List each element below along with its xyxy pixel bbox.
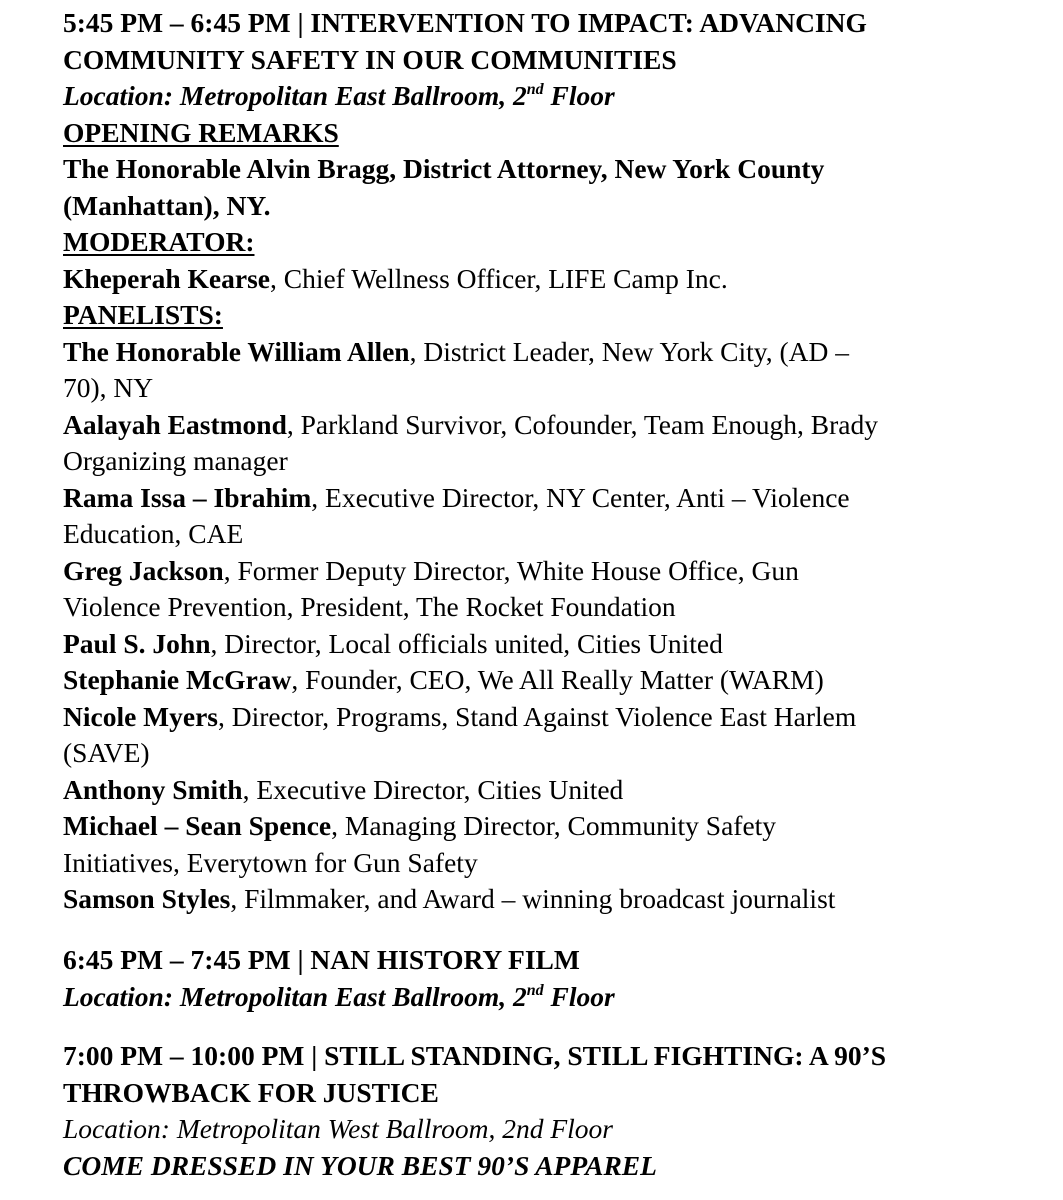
opening-remarks-speaker-line-1: The Honorable Alvin Bragg, District Attorney, New York County	[63, 153, 825, 184]
session-location: Location: Metropolitan East Ballroom, 2nd Floor	[63, 980, 615, 1012]
session-still-standing	[63, 1038, 1023, 1184]
session-header-line-2: COMMUNITY SAFETY IN OUR COMMUNITIES	[63, 43, 677, 75]
dress-code-note: COME DRESSED IN YOUR BEST 90’S APPAREL	[63, 1149, 657, 1181]
panelist-name: Paul S. John	[63, 627, 211, 659]
panelist-entry: Greg Jackson, Former Deputy Director, White House Office, Gun Violence Prevention, President, The Rocket Foundation	[63, 554, 799, 622]
panelist-name: Stephanie McGraw	[63, 664, 292, 695]
session-nan-history-film	[63, 942, 1023, 1015]
panelist-name: Rama Issa – Ibrahim	[63, 481, 312, 513]
panelist-entry: Stephanie McGraw, Founder, CEO, We All Really Matter (WARM)	[63, 664, 824, 695]
panelist-entry: Paul S. John, Director, Local officials united, Cities United	[63, 627, 723, 659]
session-header: 6:45 PM – 7:45 PM | NAN HISTORY FILM	[63, 944, 580, 975]
moderator-heading: MODERATOR:	[63, 226, 255, 257]
panelist-name: Anthony Smith	[63, 773, 243, 805]
panelist-name: Greg Jackson	[63, 554, 224, 586]
panelist-name: Michael – Sean Spence	[63, 810, 332, 841]
moderator-entry	[63, 261, 1023, 298]
panelist-entry: Anthony Smith, Executive Director, Cities United	[63, 773, 624, 805]
panelist-name: Aalayah Eastmond	[63, 408, 287, 440]
panelist-entry: Aalayah Eastmond, Parkland Survivor, Cofounder, Team Enough, Brady Organizing manager	[63, 408, 878, 476]
panelists-heading: PANELISTS:	[63, 299, 223, 330]
session-location: Location: Metropolitan East Ballroom, 2nd Floor	[63, 80, 615, 111]
panelist-name: The Honorable William Allen	[63, 335, 410, 367]
panelist-name: Samson Styles	[63, 883, 231, 914]
opening-remarks-speaker-line-2: (Manhattan), NY.	[63, 189, 271, 221]
session-header-line-1: 7:00 PM – 10:00 PM | STILL STANDING, STILL FIGHTING: A 90’S	[63, 1040, 887, 1071]
session-header-line-2: THROWBACK FOR JUSTICE	[63, 1076, 439, 1108]
panelist-entry: Nicole Myers, Director, Programs, Stand Against Violence East Harlem (SAVE)	[63, 700, 857, 768]
session-intervention-to-impact	[63, 5, 1023, 918]
moderator-name: Kheperah Kearse	[63, 262, 270, 294]
panelist-entry: Samson Styles, Filmmaker, and Award – winning broadcast journalist	[63, 883, 836, 914]
panelist-entry: The Honorable William Allen, District Leader, New York City, (AD – 70), NY	[63, 335, 849, 403]
panelist-entry: Rama Issa – Ibrahim, Executive Director, NY Center, Anti – Violence Education, CAE	[63, 481, 850, 549]
panelist-name: Nicole Myers	[63, 700, 218, 732]
session-location: Location: Metropolitan West Ballroom, 2nd Floor	[63, 1113, 613, 1144]
panelist-entry: Michael – Sean Spence, Managing Director, Community Safety Initiatives, Everytown for Gun Safety	[63, 810, 777, 878]
moderator-role: , Chief Wellness Officer, LIFE Camp Inc.	[269, 262, 728, 294]
session-header-line-1: 5:45 PM – 6:45 PM | INTERVENTION TO IMPACT: ADVANCING	[63, 7, 867, 38]
opening-remarks-heading: OPENING REMARKS	[63, 116, 339, 148]
panelist-list	[63, 334, 1023, 918]
